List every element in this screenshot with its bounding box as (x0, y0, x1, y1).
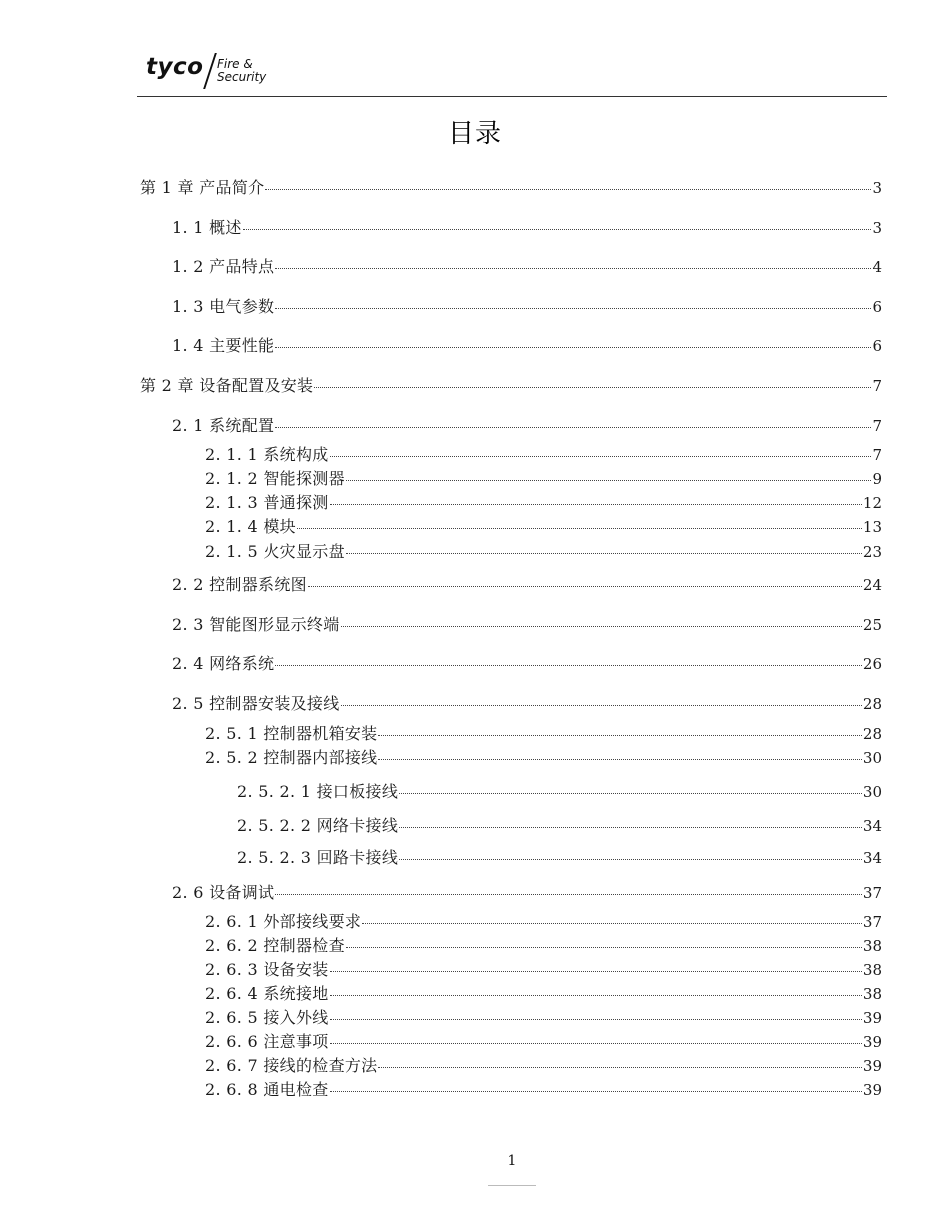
toc-entry-label: 2. 6. 8 通电检查 (205, 1080, 329, 1099)
toc-entry-label: 2. 5. 2. 2 网络卡接线 (237, 816, 399, 835)
toc-entry-label: 2. 5. 2. 1 接口板接线 (237, 782, 399, 801)
toc-entry-label: 2. 5. 2 控制器内部接线 (205, 748, 378, 767)
toc-entry-2-1-2[interactable] (205, 469, 882, 489)
toc-entry-2-1-1[interactable] (205, 445, 882, 465)
toc-entry-page: 38 (862, 961, 882, 979)
toc-entry-page: 9 (872, 470, 882, 488)
page-number: 1 (507, 1153, 517, 1169)
toc-entry-page: 28 (862, 695, 882, 713)
toc-entry-label: 2. 5. 2. 3 回路卡接线 (237, 848, 399, 867)
toc-dot-leader (330, 456, 872, 457)
toc-dot-leader (308, 586, 862, 587)
toc-entry-2-6-7[interactable] (205, 1056, 882, 1076)
toc-entry-page: 6 (872, 298, 882, 316)
toc-entry-1-2[interactable] (172, 257, 882, 277)
toc-entry-page: 39 (862, 1081, 882, 1099)
toc-entry-1-1[interactable] (172, 218, 882, 238)
toc-dot-leader (275, 427, 871, 428)
toc-entry-2-1-3[interactable] (205, 493, 882, 513)
toc-entry-2-5-2-2[interactable] (237, 816, 882, 836)
toc-entry-2-6-8[interactable] (205, 1080, 882, 1100)
toc-entry-2-5-2-3[interactable] (237, 848, 882, 868)
toc-entry-label: 2. 6. 4 系统接地 (205, 984, 329, 1003)
toc-dot-leader (265, 189, 871, 190)
toc-entry-label: 2. 6. 2 控制器检查 (205, 936, 345, 955)
toc-entry-label: 1. 1 概述 (172, 218, 242, 237)
toc-dot-leader (330, 1091, 862, 1092)
toc-dot-leader (341, 705, 862, 706)
toc-entry-page: 23 (862, 543, 882, 561)
logo-tag-line2: Security (217, 70, 267, 84)
toc-entry-2-3[interactable] (172, 615, 882, 635)
toc-entry-page: 13 (862, 518, 882, 536)
toc-entry-page: 4 (872, 258, 882, 276)
toc-entry-2-6-1[interactable] (205, 912, 882, 932)
toc-entry-label: 2. 6. 7 接线的检查方法 (205, 1056, 378, 1075)
toc-entry-page: 30 (862, 749, 882, 767)
toc-entry-label: 2. 6. 3 设备安装 (205, 960, 329, 979)
toc-entry-2-1-4[interactable] (205, 517, 882, 537)
toc-entry-2-1[interactable] (172, 416, 882, 436)
toc-entry-page: 39 (862, 1033, 882, 1051)
toc-entry-2-6[interactable] (172, 883, 882, 903)
toc-dot-leader (330, 1019, 862, 1020)
toc-entry-page: 37 (862, 884, 882, 902)
toc-entry-2-6-5[interactable] (205, 1008, 882, 1028)
toc-entry-label: 1. 3 电气参数 (172, 297, 275, 316)
logo-word: tyco (146, 54, 204, 80)
toc-entry-page: 38 (862, 985, 882, 1003)
toc-dot-leader (275, 347, 871, 348)
toc-dot-leader (275, 894, 862, 895)
toc-entry-label: 第 2 章 设备配置及安装 (140, 376, 314, 395)
toc-entry-2-6-3[interactable] (205, 960, 882, 980)
toc-entry-label: 1. 2 产品特点 (172, 257, 275, 276)
toc-entry-page: 37 (862, 913, 882, 931)
toc-entry-ch1[interactable] (140, 178, 882, 198)
toc-entry-label: 2. 5. 1 控制器机箱安装 (205, 724, 378, 743)
toc-entry-page: 39 (862, 1009, 882, 1027)
toc-dot-leader (378, 1067, 861, 1068)
toc-dot-leader (378, 759, 861, 760)
toc-entry-label: 2. 1. 1 系统构成 (205, 445, 329, 464)
toc-entry-label: 2. 1. 5 火灾显示盘 (205, 542, 345, 561)
toc-dot-leader (399, 793, 862, 794)
toc-entry-label: 2. 1. 4 模块 (205, 517, 296, 536)
toc-entry-page: 7 (872, 417, 882, 435)
toc-entry-2-5-2-1[interactable] (237, 782, 882, 802)
logo-tag-line1: Fire & (217, 57, 253, 71)
toc-entry-page: 7 (872, 377, 882, 395)
toc-entry-page: 30 (862, 783, 882, 801)
toc-entry-page: 6 (872, 337, 882, 355)
toc-entry-label: 2. 6. 6 注意事项 (205, 1032, 329, 1051)
toc-entry-2-5-1[interactable] (205, 724, 882, 744)
toc-entry-page: 28 (862, 725, 882, 743)
toc-entry-page: 3 (872, 179, 882, 197)
toc-entry-2-5[interactable] (172, 694, 882, 714)
toc-entry-label: 1. 4 主要性能 (172, 336, 275, 355)
toc-entry-page: 34 (862, 817, 882, 835)
toc-entry-2-1-5[interactable] (205, 542, 882, 562)
toc-entry-2-4[interactable] (172, 654, 882, 674)
toc-entry-2-6-2[interactable] (205, 936, 882, 956)
toc-entry-label: 2. 1. 3 普通探测 (205, 493, 329, 512)
toc-entry-label: 第 1 章 产品简介 (140, 178, 265, 197)
toc-dot-leader (330, 971, 862, 972)
toc-entry-page: 24 (862, 576, 882, 594)
toc-entry-label: 2. 6. 5 接入外线 (205, 1008, 329, 1027)
toc-entry-label: 2. 4 网络系统 (172, 654, 275, 673)
toc-dot-leader (346, 480, 872, 481)
toc-entry-page: 25 (862, 616, 882, 634)
toc-entry-page: 3 (872, 219, 882, 237)
toc-entry-page: 39 (862, 1057, 882, 1075)
toc-entry-label: 2. 1. 2 智能探测器 (205, 469, 345, 488)
toc-dot-leader (399, 827, 862, 828)
toc-dot-leader (314, 387, 871, 388)
toc-entry-label: 2. 1 系统配置 (172, 416, 275, 435)
toc-dot-leader (362, 923, 862, 924)
toc-dot-leader (275, 665, 862, 666)
toc-dot-leader (275, 268, 871, 269)
toc-entry-label: 2. 3 智能图形显示终端 (172, 615, 340, 634)
toc-entry-page: 26 (862, 655, 882, 673)
toc-entry-2-2[interactable] (172, 575, 882, 595)
toc-dot-leader (330, 1043, 862, 1044)
toc-dot-leader (275, 308, 871, 309)
toc-entry-2-6-4[interactable] (205, 984, 882, 1004)
toc-entry-1-3[interactable] (172, 297, 882, 317)
toc-entry-2-5-2[interactable] (205, 748, 882, 768)
toc-entry-1-4[interactable] (172, 336, 882, 356)
toc-entry-page: 38 (862, 937, 882, 955)
toc-dot-leader (341, 626, 862, 627)
toc-dot-leader (346, 947, 862, 948)
toc-entry-ch2[interactable] (140, 376, 882, 396)
toc-dot-leader (378, 735, 861, 736)
toc-entry-label: 2. 6 设备调试 (172, 883, 275, 902)
toc-dot-leader (346, 553, 862, 554)
toc-dot-leader (297, 528, 862, 529)
toc-entry-page: 34 (862, 849, 882, 867)
toc-dot-leader (399, 859, 862, 860)
toc-entry-page: 12 (862, 494, 882, 512)
toc-entry-page: 7 (872, 446, 882, 464)
toc-dot-leader (330, 995, 862, 996)
toc-entry-2-6-6[interactable] (205, 1032, 882, 1052)
toc-dot-leader (243, 229, 872, 230)
toc-entry-label: 2. 5 控制器安装及接线 (172, 694, 340, 713)
footer-rule (488, 1185, 536, 1186)
toc-entry-label: 2. 6. 1 外部接线要求 (205, 912, 362, 931)
page-title: 目录 (447, 119, 502, 149)
toc-entry-label: 2. 2 控制器系统图 (172, 575, 307, 594)
toc-dot-leader (330, 504, 862, 505)
